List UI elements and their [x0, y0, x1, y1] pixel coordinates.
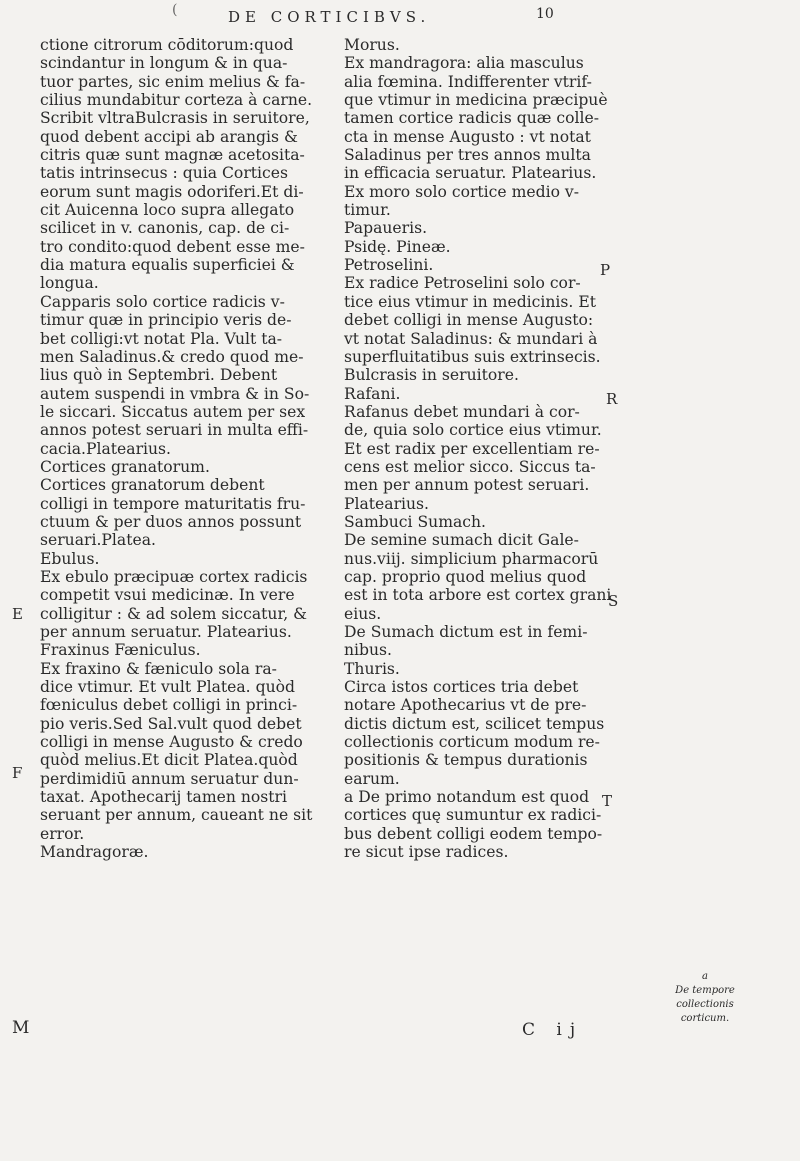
text-line: tamen cortice radicis quæ colle- [344, 109, 599, 128]
text-line: Et est radix per excellentiam re- [344, 439, 600, 458]
margin-letter-m: M [12, 1018, 30, 1038]
text-line: Petroselini. [344, 256, 434, 275]
text-line: Cortices granatorum. [40, 457, 210, 476]
text-line: ctione citrorum cōditorum:quod [40, 36, 294, 54]
text-line: tuor partes, sic enim melius & fa- [40, 72, 306, 91]
side-note-line: De tempore [675, 985, 735, 996]
margin-letter-p: P [600, 261, 611, 279]
text-line: que vtimur in medicina præcipuè [344, 91, 608, 110]
text-line: seruant per annum, caueant ne sit [40, 806, 313, 825]
page-number: 10 [536, 6, 554, 22]
text-line: Ebulus. [40, 549, 100, 568]
text-line: autem suspendi in vmbra & in So- [40, 384, 310, 403]
text-line: colligi in tempore maturitatis fru- [40, 494, 306, 513]
text-line: le siccari. Siccatus autem per sex [40, 402, 306, 421]
text-line: debet colligi in mense Augusto: [344, 311, 594, 330]
text-line: scilicet in v. canonis, cap. de ci- [40, 219, 290, 238]
text-line: superfluitatibus suis extrinsecis. [344, 347, 601, 366]
margin-letter-t: T [602, 792, 613, 810]
text-line: eius. [344, 604, 382, 623]
text-line: nus.viij. simplicium pharmacorū [344, 549, 599, 568]
text-line: De Sumach dictum est in femi- [344, 623, 588, 641]
text-line: citris quæ sunt magnæ acetosita- [40, 146, 305, 165]
text-line: annos potest seruari in multa effi- [40, 421, 309, 440]
text-line: dia matura equalis superficiei & [40, 256, 295, 275]
text-line: quod debent accipi ab arangis & [40, 127, 298, 146]
text-line: scindantur in longum & in qua- [40, 54, 288, 73]
text-line: Papaueris. [344, 219, 428, 238]
text-line: bet colligi:vt notat Pla. Vult ta- [40, 329, 283, 348]
text-line: collectionis corticum modum re- [344, 733, 600, 752]
text-line: Morus. [344, 36, 400, 54]
text-line: Cortices granatorum debent [40, 476, 265, 495]
text-line: Ex mandragora: alia masculus [344, 54, 584, 73]
text-line: timur quæ in principio veris de- [40, 311, 292, 330]
text-line: Rafani. [344, 384, 401, 403]
text-line: bus debent colligi eodem tempo- [344, 824, 603, 843]
text-line: longua. [40, 274, 99, 293]
left-column [40, 36, 340, 861]
text-line: Platearius. [344, 494, 430, 513]
text-line: ctuum & per duos annos possunt [40, 512, 302, 531]
text-line: Ex ebulo præcipuæ cortex radicis [40, 567, 308, 586]
side-note-line: corticum. [680, 1013, 730, 1024]
text-line: earum. [344, 769, 400, 788]
text-line: dictis dictum est, scilicet tempus [344, 714, 605, 733]
text-line: Ex moro solo cortice medio v- [344, 182, 579, 201]
text-line: per annum seruatur. Platearius. [40, 623, 292, 641]
text-line: competit vsui medicinæ. In vere [40, 586, 295, 605]
text-line: Capparis solo cortice radicis v- [40, 292, 285, 311]
text-line: lius quò in Septembri. Debent [40, 366, 278, 385]
text-line: cortices quę sumuntur ex radici- [344, 806, 602, 825]
text-line: error. [40, 824, 85, 843]
text-line: cit Auicenna loco supra allegato [40, 201, 295, 220]
text-line: tro condito:quod debent esse me- [40, 237, 305, 256]
text-line: Mandragoræ. [40, 843, 149, 862]
text-line: positionis & tempus durationis [344, 751, 588, 770]
text-line: dice vtimur. Et vult Platea. quòd [40, 678, 295, 697]
text-line: Fraxinus Fæniculus. [40, 641, 201, 660]
margin-letter-s: S [608, 592, 619, 610]
text-line: timur. [344, 201, 391, 220]
text-line: seruari.Platea. [40, 531, 156, 550]
text-line: tice eius vtimur in medicinis. Et [344, 292, 596, 311]
text-line: re sicut ipse radices. [344, 843, 509, 862]
text-line: men per annum potest seruari. [344, 476, 590, 495]
text-line: taxat. Apothecarij tamen nostri [40, 788, 287, 807]
header-mark: ( [172, 2, 178, 18]
text-line: de, quia solo cortice eius vtimur. [344, 421, 602, 440]
text-line: cta in mense Augusto : vt notat [344, 127, 591, 146]
text-line: alia fœmina. Indifferenter vtrif- [344, 72, 592, 91]
text-line: pio veris.Sed Sal.vult quod debet [40, 714, 302, 733]
text-line: est in tota arbore est cortex grani [344, 586, 612, 605]
running-title: DE CORTICIBVS. [228, 8, 431, 26]
text-line: vt notat Saladinus: & mundari à [344, 329, 598, 348]
text-line: men Saladinus.& credo quod me- [40, 347, 304, 366]
text-line: eorum sunt magis odoriferi.Et di- [40, 182, 304, 201]
text-line: a De primo notandum est quod [344, 788, 590, 807]
margin-letter-r: R [606, 390, 618, 408]
running-header [0, 4, 800, 26]
side-note [645, 970, 765, 1026]
text-line: Ex radice Petroselini solo cor- [344, 274, 581, 293]
text-line: Ex fraxino & fæniculo sola ra- [40, 659, 277, 678]
signature-mark: C ij [522, 1020, 584, 1040]
text-line: perdimidiū annum seruatur dun- [40, 769, 299, 788]
text-line: in efficacia seruatur. Platearius. [344, 164, 597, 183]
margin-letter-f: F [12, 764, 23, 782]
margin-letter-e: E [12, 605, 23, 623]
text-line: fœniculus debet colligi in princi- [40, 696, 298, 715]
text-line: colligi in mense Augusto & credo [40, 733, 303, 752]
text-line: De semine sumach dicit Gale- [344, 531, 579, 550]
text-line: cilius mundabitur corteza à carne. [40, 91, 313, 110]
side-note-line: collectionis [676, 999, 734, 1010]
text-line: Sambuci Sumach. [344, 512, 487, 531]
text-line: Scribit vltraBulcrasis in seruitore, [40, 109, 310, 128]
text-line: Psidę. Pineæ. [344, 237, 451, 256]
text-line: cens est melior sicco. Siccus ta- [344, 457, 596, 476]
text-line: Thuris. [344, 659, 400, 678]
text-line: Bulcrasis in seruitore. [344, 366, 519, 385]
text-line: tatis intrinsecus : quia Cortices [40, 164, 288, 183]
text-line: cacia.Platearius. [40, 439, 172, 458]
text-line: colligitur : & ad solem siccatur, & [40, 604, 308, 623]
side-note-marker: a [702, 971, 708, 982]
right-column [344, 36, 644, 861]
text-line: quòd melius.Et dicit Platea.quòd [40, 751, 298, 770]
text-line: cap. proprio quod melius quod [344, 567, 587, 586]
text-line: Saladinus per tres annos multa [344, 146, 591, 165]
text-line: Circa istos cortices tria debet [344, 678, 579, 697]
text-line: Rafanus debet mundari à cor- [344, 402, 580, 421]
text-line: notare Apothecarius vt de pre- [344, 696, 587, 715]
text-line: nibus. [344, 641, 393, 660]
